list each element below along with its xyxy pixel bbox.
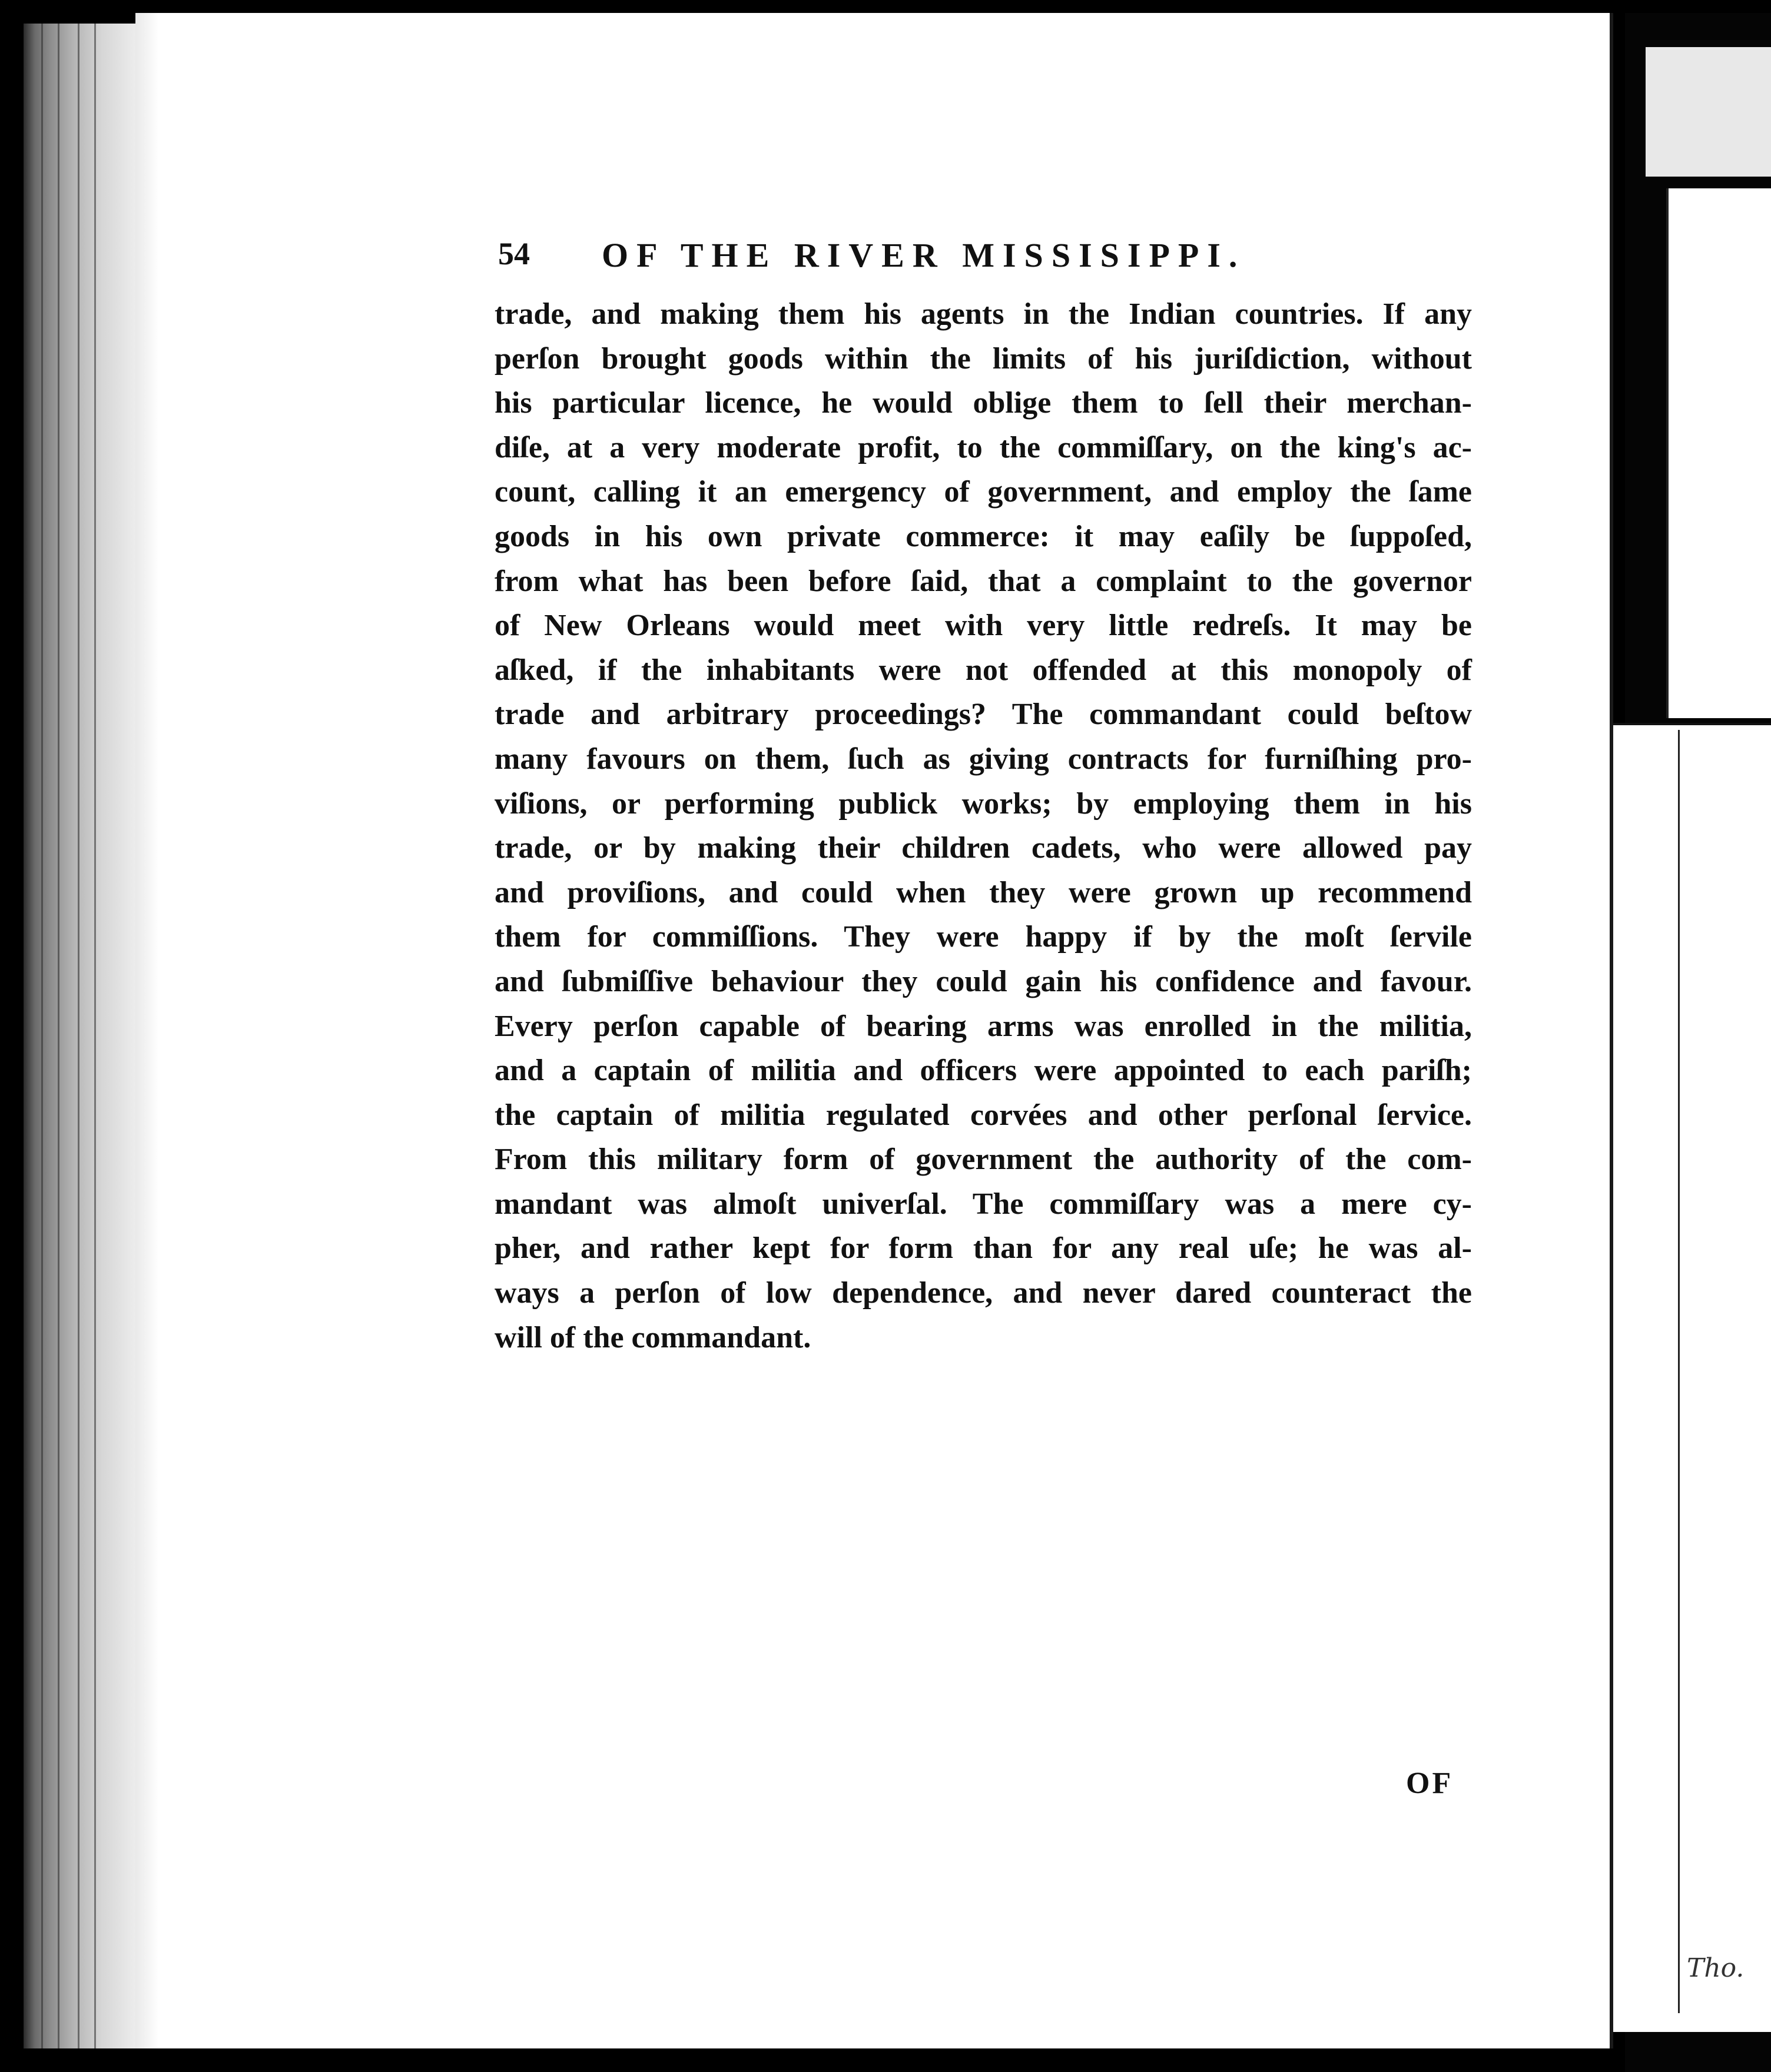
adjacent-leaf-handwriting: Tho. xyxy=(1687,1953,1745,1983)
text-line: perſon brought goods within the limits of his juriſdiction, without xyxy=(495,341,1472,376)
catchword: OF xyxy=(1406,1766,1454,1800)
page-gutter-shade xyxy=(135,13,159,2048)
adjacent-leaf-middle xyxy=(1666,188,1771,718)
text-line: mandant was almoſt univerſal. The commiſſary was a mere cy- xyxy=(495,1187,1472,1221)
text-line: the captain of militia regulated corvées and other perſonal ſervice. xyxy=(495,1098,1472,1132)
text-line: count, calling it an emergency of government, and employ the ſame xyxy=(495,475,1472,509)
adjacent-leaf-top xyxy=(1646,47,1771,177)
running-head xyxy=(498,235,1470,285)
page-number: 54 xyxy=(498,236,530,271)
book-gutter xyxy=(24,24,135,2048)
text-line: from what has been before ſaid, that a complaint to the governor xyxy=(495,564,1472,598)
text-line: ways a perſon of low dependence, and never dared counteract the xyxy=(495,1276,1472,1310)
text-line: diſe, at a very moderate profit, to the commiſſary, on the king's ac- xyxy=(495,430,1472,464)
text-line: of New Orleans would meet with very little redreſs. It may be xyxy=(495,609,1472,643)
text-line: viſions, or performing publick works; by employing them in his xyxy=(495,786,1472,821)
text-line: From this military form of government the authority of the com- xyxy=(495,1143,1472,1177)
text-line: many favours on them, ſuch as giving contracts for furniſhing pro- xyxy=(495,742,1472,776)
text-line: his particular licence, he would oblige them to ſell their merchan- xyxy=(495,386,1472,420)
text-line: them for commiſſions. They were happy if by the moſt ſervile xyxy=(495,920,1472,954)
body-paragraph xyxy=(495,292,1472,1360)
adjacent-leaf-border xyxy=(1678,730,1771,2013)
text-line: aſked, if the inhabitants were not offended at this monopoly of xyxy=(495,653,1472,687)
text-line: pher, and rather kept for form than for any real uſe; he was al- xyxy=(495,1231,1472,1266)
text-line: goods in his own private commerce: it may eaſily be ſuppoſed, xyxy=(495,519,1472,553)
text-line: trade, or by making their children cadets, who were allowed pay xyxy=(495,831,1472,865)
text-line: trade, and making them his agents in the Indian countries. If any xyxy=(495,297,1472,331)
text-line: and proviſions, and could when they were grown up recommend xyxy=(495,875,1472,909)
text-line: and a captain of militia and officers were appointed to each pariſh; xyxy=(495,1054,1472,1088)
text-line: and ſubmiſſive behaviour they could gain his confidence and favour. xyxy=(495,964,1472,998)
text-line: will of the commandant. xyxy=(495,1320,811,1354)
text-line: Every perſon capable of bearing arms was enrolled in the militia, xyxy=(495,1009,1472,1043)
text-line: trade and arbitrary proceedings? The commandant could beſtow xyxy=(495,698,1472,732)
running-title: OF THE RIVER MISSISIPPI. xyxy=(602,236,1246,274)
